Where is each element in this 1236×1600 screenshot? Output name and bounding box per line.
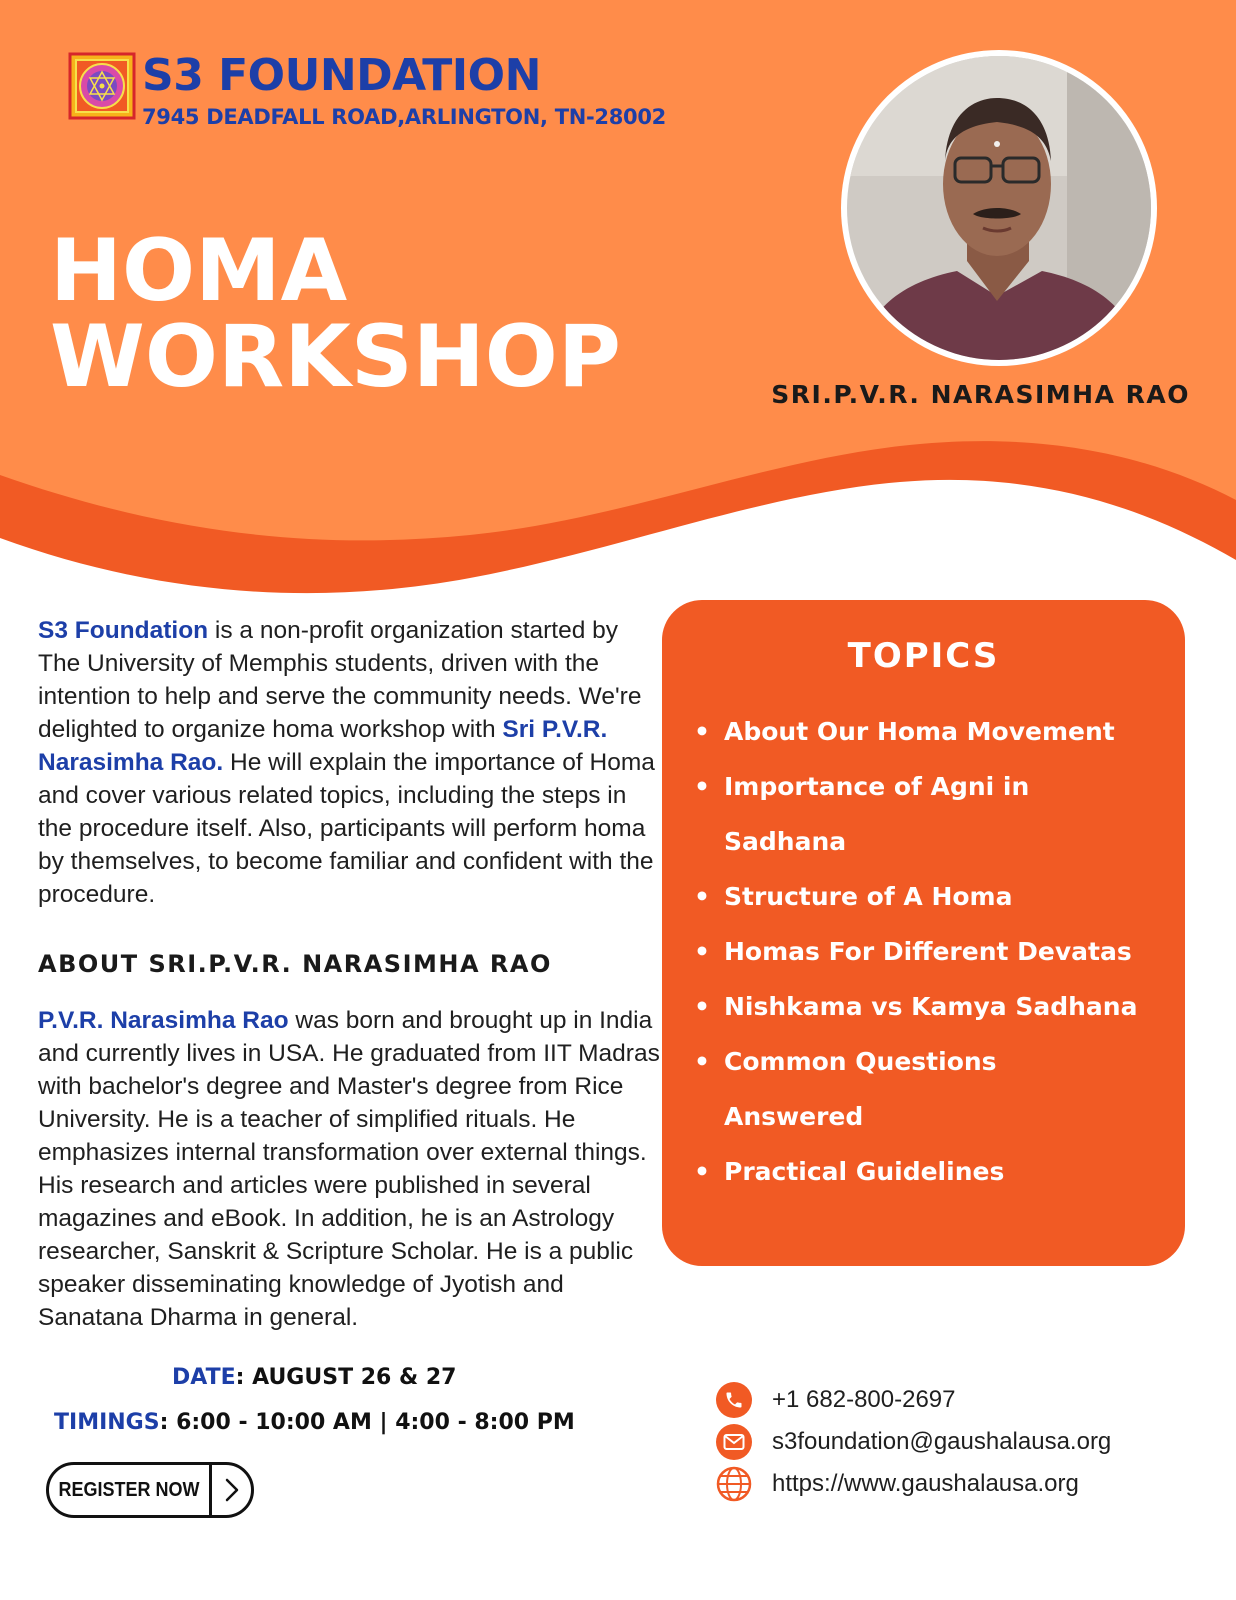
hero-title-line2: WORKSHOP [50, 307, 621, 407]
topics-title: TOPICS [847, 636, 1000, 676]
topic-label: Importance of Agni in [724, 772, 1030, 801]
speaker-photo [847, 56, 1151, 360]
bio-paragraph [38, 1004, 668, 1334]
topic-label: Homas For Different Devatas [724, 937, 1132, 966]
topic-label: Common Questions [724, 1047, 997, 1076]
logo-block [68, 52, 666, 130]
contact-phone[interactable] [716, 1378, 1216, 1422]
bullet-icon: • [694, 717, 710, 746]
intro-paragraph [38, 614, 658, 911]
intro-org-highlight: S3 Foundation [38, 617, 209, 644]
event-date: DATE: AUGUST 26 & 27 [172, 1365, 457, 1390]
org-address: 7945 DEADFALL ROAD,ARLINGTON, TN-28002 [142, 105, 666, 129]
topic-label: About Our Homa Movement [724, 717, 1115, 746]
bullet-icon: • [694, 992, 710, 1021]
intro-speaker-highlight: Sri P.V.R. Narasimha Rao. [38, 716, 608, 776]
bullet-icon: • [694, 882, 710, 911]
bullet-icon: • [694, 772, 710, 801]
bullet-icon: • [694, 937, 710, 966]
topic-label: Practical Guidelines [724, 1157, 1005, 1186]
topics-list [694, 704, 1164, 1199]
contact-list [716, 1378, 1216, 1506]
bullet-icon: • [694, 1157, 710, 1186]
phone-icon [716, 1382, 752, 1418]
register-now-label: REGISTER NOW [58, 1478, 200, 1501]
email-icon [716, 1424, 752, 1460]
org-name: S3 FOUNDATION [142, 50, 541, 101]
bullet-icon: • [694, 1047, 710, 1076]
topic-item [694, 759, 1164, 869]
topic-label-continued: Sadhana [724, 827, 847, 856]
topic-label: Nishkama vs Kamya Sadhana [724, 992, 1138, 1021]
phone-text: +1 682-800-2697 [772, 1386, 956, 1413]
email-text: s3foundation@gaushalausa.org [772, 1428, 1112, 1455]
globe-icon [716, 1466, 752, 1502]
topic-item [694, 1034, 1164, 1144]
topic-item [694, 704, 1164, 759]
topic-item [694, 869, 1164, 924]
bio-name-highlight: P.V.R. Narasimha Rao [38, 1007, 289, 1034]
date-label: DATE [172, 1365, 236, 1390]
speaker-name: SRI.P.V.R. NARASIMHA RAO [771, 380, 1190, 409]
intro-text-2: He will explain the importance of Homa and cover various related topics, including the steps in the procedure itself. Also, participants will perform homa by themselves, to become familiar and confident with the procedure. [38, 749, 655, 908]
topic-item [694, 979, 1164, 1034]
topics-card [662, 600, 1185, 1266]
sri-yantra-icon [68, 52, 136, 120]
bio-text: was born and brought up in India and currently lives in USA. He graduated from IIT Madras with bachelor's degree and Master's degree from Rice University. He is a teacher of simplified rituals. He emphasizes internal transformation over external things. His research and articles were published in several magazines and eBook. In addition, he is an Astrology researcher, Sanskrit & Scripture Scholar. He is a public speaker disseminating knowledge of Jyotish and Sanatana Dharma in general. [38, 1007, 660, 1331]
contact-website[interactable] [716, 1462, 1216, 1506]
event-timings: TIMINGS: 6:00 - 10:00 AM | 4:00 - 8:00 PM [54, 1410, 575, 1435]
intro-text-1: is a non-profit organization started by The University of Memphis students, driven with the intention to help and serve the community needs. We're delighted to organize homa workshop with [38, 617, 642, 743]
topic-label: Structure of A Homa [724, 882, 1013, 911]
register-now-button[interactable] [46, 1462, 254, 1518]
date-value: AUGUST 26 & 27 [252, 1365, 457, 1390]
website-text: https://www.gaushalausa.org [772, 1470, 1079, 1497]
timings-label: TIMINGS [54, 1410, 160, 1435]
contact-email[interactable] [716, 1420, 1216, 1464]
topic-label-continued: Answered [724, 1102, 864, 1131]
topic-item [694, 1144, 1164, 1199]
hero-title-line1: HOMA [50, 221, 348, 321]
topic-item [694, 924, 1164, 979]
speaker-portrait [841, 50, 1157, 366]
timings-value: 6:00 - 10:00 AM | 4:00 - 8:00 PM [176, 1410, 575, 1435]
about-heading: ABOUT SRI.P.V.R. NARASIMHA RAO [38, 950, 552, 978]
hero-title [50, 221, 621, 407]
chevron-right-icon [212, 1477, 251, 1503]
